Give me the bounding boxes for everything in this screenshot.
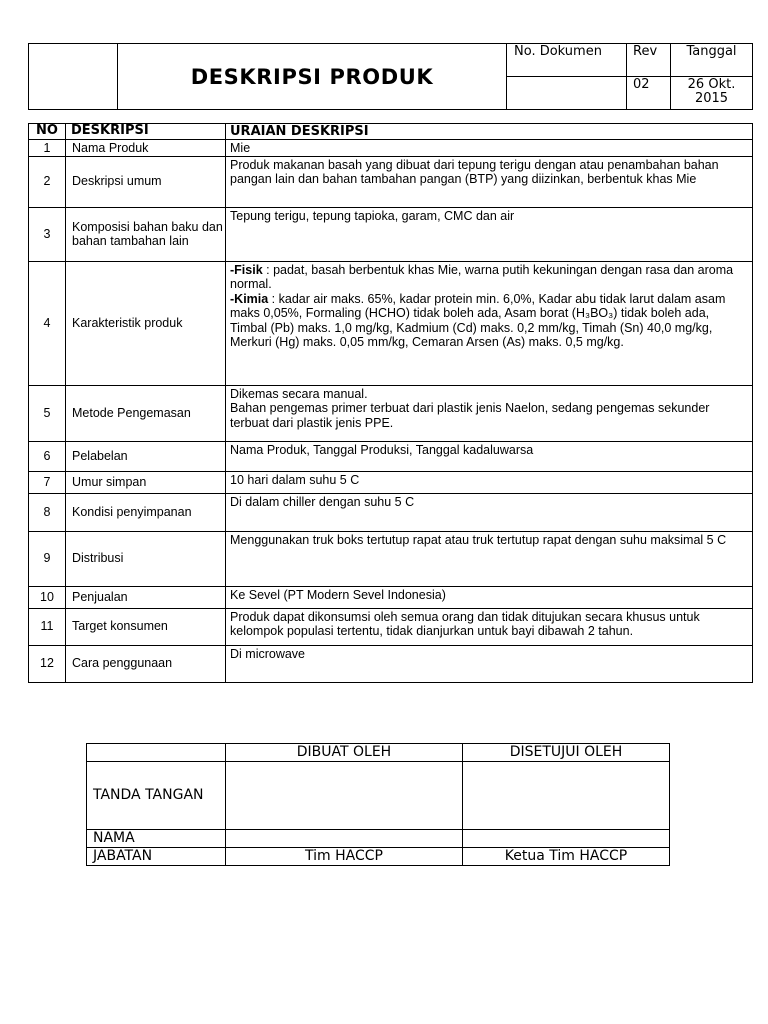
fisik-label: -Fisik (230, 262, 263, 277)
tanda-tangan-label: TANDA TANGAN (87, 762, 226, 830)
disetujui-signature-field[interactable] (463, 762, 670, 830)
row-uraian: Di microwave (226, 645, 753, 682)
uraian-line: Bahan pengemas primer terbuat dari plastik jenis Naelon, sedang pengemas sekunder terbuat dari plastik jenis PPE. (230, 401, 710, 430)
row-deskripsi: Umur simpan (66, 471, 226, 493)
header-no: NO (29, 124, 66, 140)
dibuat-signature-field[interactable] (226, 762, 463, 830)
row-deskripsi: Target konsumen (66, 608, 226, 645)
nama-label: NAMA (87, 830, 226, 848)
signature-table (86, 743, 670, 866)
row-uraian (226, 385, 753, 441)
table-row (29, 531, 753, 586)
row-deskripsi: Karakteristik produk (66, 261, 226, 385)
document-header (28, 43, 753, 110)
row-no: 1 (29, 140, 66, 157)
nama-row (87, 830, 670, 848)
row-no: 4 (29, 261, 66, 385)
logo-cell (29, 44, 118, 110)
kimia-text: : kadar air maks. 65%, kadar protein min. 6,0%, Kadar abu tidak larut dalam asam maks 0,05%, Formaling (HCHO) tidak boleh ada, Asam borat (H₃BO₃) tidak boleh ada, Timbal (Pb) maks. 1,0 mg/kg, Kadmium (Cd) maks. 0,2 mm/kg, Timah (Sn) 40,0 mg/kg, Merkuri (Hg) maks. 0,05 mm/kg, Cemaran Arsen (As) maks. 0,5 mg/kg. (230, 291, 726, 349)
rev-label: Rev (627, 44, 671, 77)
no-dokumen-label: No. Dokumen (507, 44, 627, 77)
row-deskripsi: Kondisi penyimpanan (66, 493, 226, 531)
row-uraian: Ke Sevel (PT Modern Sevel Indonesia) (226, 586, 753, 608)
row-no: 6 (29, 441, 66, 471)
kimia-label: -Kimia (230, 291, 269, 306)
row-uraian: Produk makanan basah yang dibuat dari tepung terigu dengan atau penambahan bahan pangan lain dan bahan tambahan pangan (BTP) yang diizinkan, berbentuk khas Mie (226, 156, 753, 207)
row-uraian: Di dalam chiller dengan suhu 5 C (226, 493, 753, 531)
tanda-tangan-row (87, 762, 670, 830)
row-uraian: Nama Produk, Tanggal Produksi, Tanggal kadaluwarsa (226, 441, 753, 471)
row-no: 7 (29, 471, 66, 493)
jabatan-dibuat: Tim HACCP (226, 848, 463, 866)
row-deskripsi: Komposisi bahan baku dan bahan tambahan lain (66, 207, 226, 261)
header-uraian: URAIAN DESKRIPSI (226, 124, 753, 140)
row-uraian: Mie (226, 140, 753, 157)
row-no: 9 (29, 531, 66, 586)
uraian-line: Dikemas secara manual. (230, 386, 368, 401)
table-row (29, 493, 753, 531)
row-deskripsi: Pelabelan (66, 441, 226, 471)
table-row (29, 441, 753, 471)
table-row (29, 471, 753, 493)
signature-header-row (87, 744, 670, 762)
no-dokumen-value (507, 77, 627, 110)
tanggal-value: 26 Okt. 2015 (671, 77, 753, 110)
row-deskripsi: Cara penggunaan (66, 645, 226, 682)
table-row (29, 586, 753, 608)
row-no: 5 (29, 385, 66, 441)
row-uraian: 10 hari dalam suhu 5 C (226, 471, 753, 493)
row-no: 10 (29, 586, 66, 608)
row-uraian: Tepung terigu, tepung tapioka, garam, CMC dan air (226, 207, 753, 261)
row-uraian (226, 261, 753, 385)
row-no: 3 (29, 207, 66, 261)
signature-corner-cell (87, 744, 226, 762)
table-row (29, 385, 753, 441)
document-title: DESKRIPSI PRODUK (118, 44, 507, 110)
table-header-row (29, 124, 753, 140)
row-no: 11 (29, 608, 66, 645)
table-row (29, 140, 753, 157)
disetujui-nama-field[interactable] (463, 830, 670, 848)
jabatan-disetujui: Ketua Tim HACCP (463, 848, 670, 866)
tanggal-label: Tanggal (671, 44, 753, 77)
row-deskripsi: Metode Pengemasan (66, 385, 226, 441)
table-row (29, 645, 753, 682)
table-row (29, 261, 753, 385)
row-deskripsi: Distribusi (66, 531, 226, 586)
row-deskripsi: Nama Produk (66, 140, 226, 157)
dibuat-oleh-header: DIBUAT OLEH (226, 744, 463, 762)
row-deskripsi: Deskripsi umum (66, 156, 226, 207)
dibuat-nama-field[interactable] (226, 830, 463, 848)
row-uraian: Produk dapat dikonsumsi oleh semua orang dan tidak ditujukan secara khusus untuk kelompok populasi tertentu, tidak dianjurkan untuk bayi dibawah 2 tahun. (226, 608, 753, 645)
row-no: 12 (29, 645, 66, 682)
row-deskripsi: Penjualan (66, 586, 226, 608)
rev-value: 02 (627, 77, 671, 110)
row-uraian: Menggunakan truk boks tertutup rapat atau truk tertutup rapat dengan suhu maksimal 5 C (226, 531, 753, 586)
fisik-text: : padat, basah berbentuk khas Mie, warna putih kekuningan dengan rasa dan aroma normal. (230, 262, 734, 291)
jabatan-row (87, 848, 670, 866)
table-row (29, 156, 753, 207)
header-deskripsi: DESKRIPSI (66, 124, 226, 140)
disetujui-oleh-header: DISETUJUI OLEH (463, 744, 670, 762)
product-description-table (28, 123, 753, 683)
row-no: 2 (29, 156, 66, 207)
row-no: 8 (29, 493, 66, 531)
jabatan-label: JABATAN (87, 848, 226, 866)
table-row (29, 608, 753, 645)
table-row (29, 207, 753, 261)
